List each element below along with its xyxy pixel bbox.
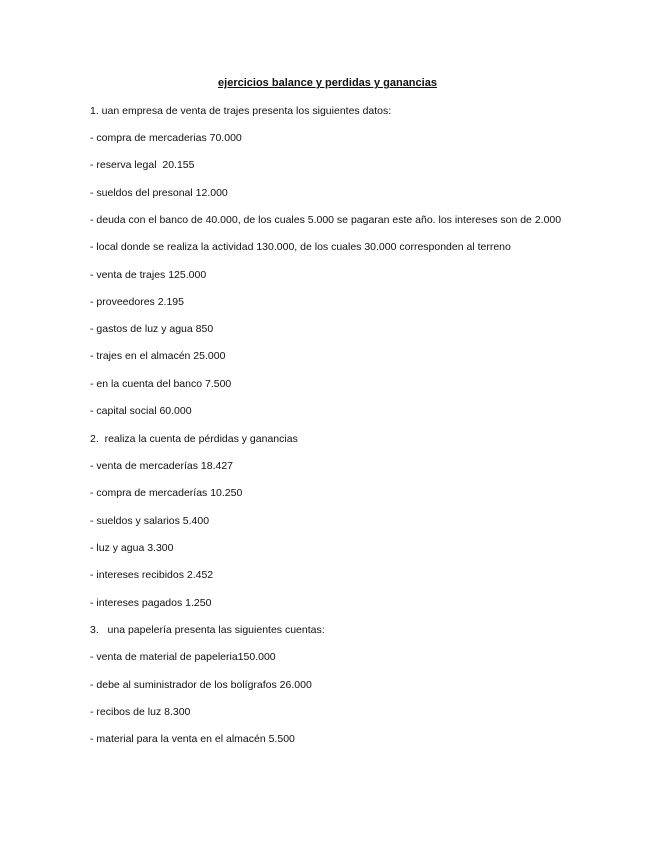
list-item: - gastos de luz y agua 850 xyxy=(90,323,214,335)
list-item: - sueldos y salarios 5.400 xyxy=(90,515,210,527)
list-item: - recibos de luz 8.300 xyxy=(90,706,191,718)
list-item: - luz y agua 3.300 xyxy=(90,542,174,554)
list-item: - deuda con el banco de 40.000, de los cuales 5.000 se pagaran este año. los intereses son de 2.000 xyxy=(90,214,562,226)
list-item: - material para la venta en el almacén 5.500 xyxy=(90,733,295,745)
document-title: ejercicios balance y perdidas y ganancias xyxy=(218,77,437,89)
list-item: - intereses recibidos 2.452 xyxy=(90,569,214,581)
list-item: - venta de mercaderías 18.427 xyxy=(90,460,234,472)
list-item: - venta de material de papeleria150.000 xyxy=(90,651,276,663)
exercise-1-heading: 1. uan empresa de venta de trajes presenta los siguientes datos: xyxy=(90,105,392,117)
list-item: - venta de trajes 125.000 xyxy=(90,269,207,281)
list-item: - intereses pagados 1.250 xyxy=(90,597,212,609)
list-item: - compra de mercaderias 70.000 xyxy=(90,132,242,144)
list-item: - reserva legal 20.155 xyxy=(90,159,195,171)
list-item: - debe al suministrador de los bolígrafos 26.000 xyxy=(90,679,312,691)
exercise-2-heading: 2. realiza la cuenta de pérdidas y ganancias xyxy=(90,433,298,445)
list-item: - sueldos del presonal 12.000 xyxy=(90,187,228,199)
list-item: - local donde se realiza la actividad 130.000, de los cuales 30.000 corresponden al terreno xyxy=(90,241,511,253)
list-item: - trajes en el almacén 25.000 xyxy=(90,350,226,362)
list-item: - proveedores 2.195 xyxy=(90,296,184,308)
list-item: - en la cuenta del banco 7.500 xyxy=(90,378,232,390)
list-item: - capital social 60.000 xyxy=(90,405,192,417)
list-item: - compra de mercaderías 10.250 xyxy=(90,487,243,499)
exercise-3-heading: 3. una papelería presenta las siguientes cuentas: xyxy=(90,624,325,636)
